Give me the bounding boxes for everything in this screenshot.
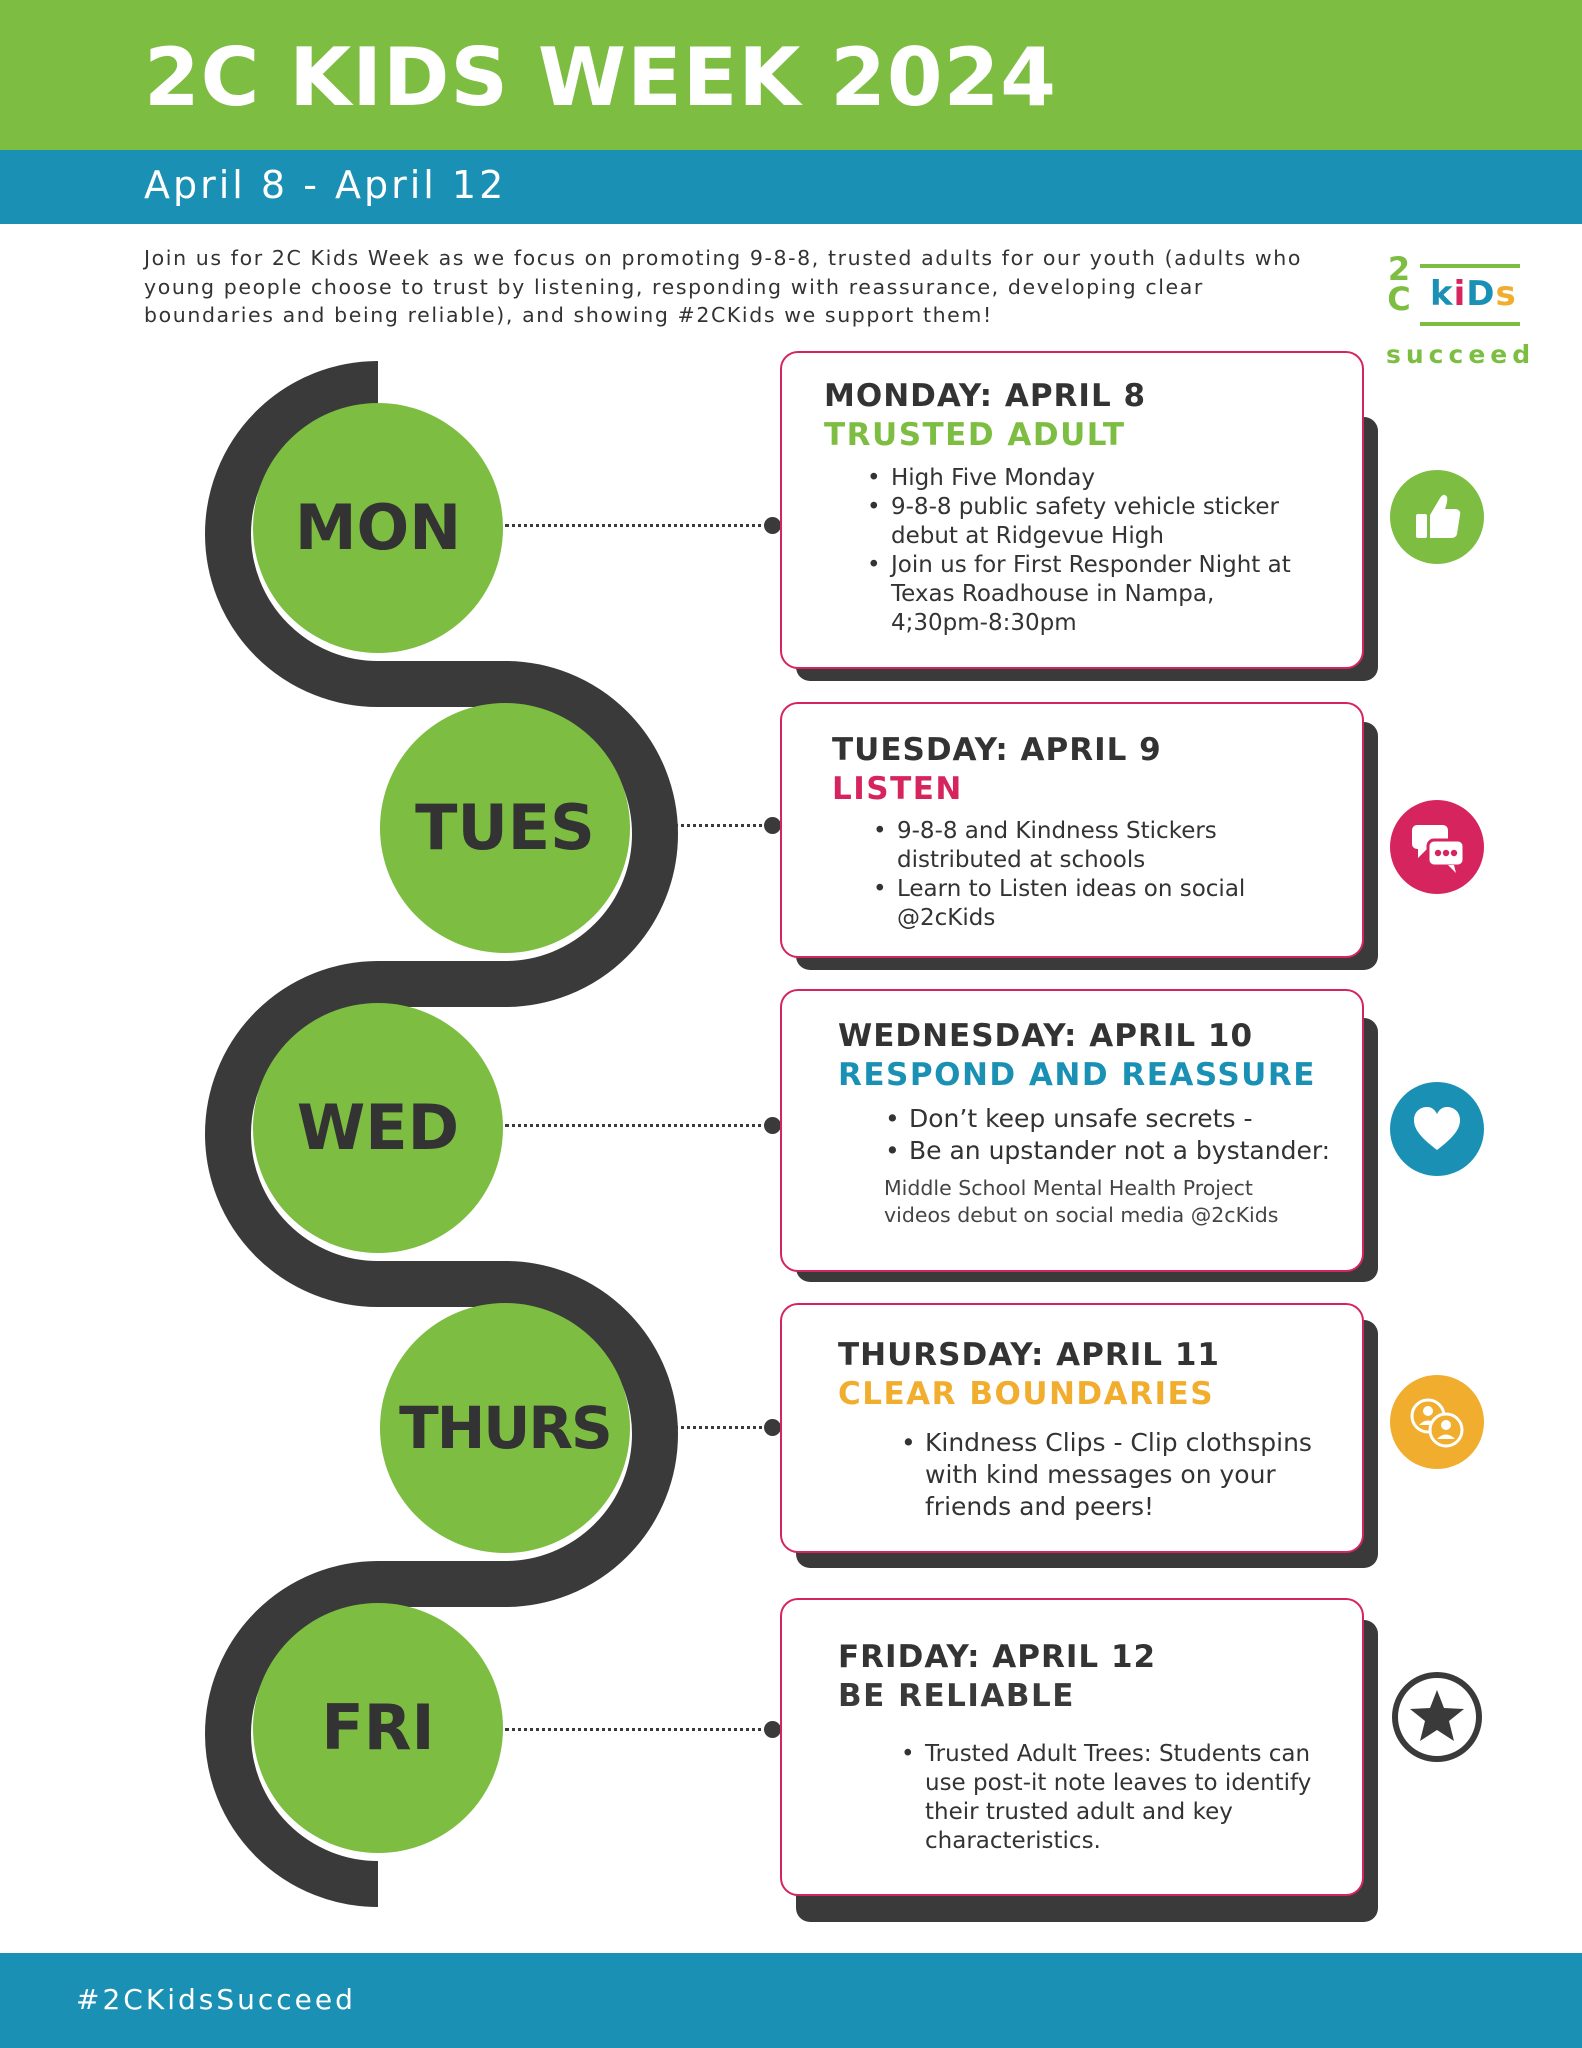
day-abbr: MON <box>294 491 462 564</box>
day-circle-tues <box>380 703 630 953</box>
card-list <box>898 1427 1355 1523</box>
list-item: • 9-8-8 and Kindness Stickers distributed at schools <box>897 817 1317 875</box>
connector-thurs <box>632 1426 769 1429</box>
connector-tues <box>632 824 769 827</box>
logo-2: 2 <box>1387 250 1411 288</box>
card-tuesday <box>780 702 1364 958</box>
connector-dot <box>764 1419 781 1436</box>
list-item: • Be an upstander not a bystander: <box>909 1135 1379 1167</box>
card-list <box>882 1103 1379 1167</box>
page-title: 2C KIDS WEEK 2024 <box>144 31 1057 124</box>
day-abbr: FRI <box>321 1691 435 1764</box>
card-list <box>870 817 1317 933</box>
day-abbr: TUES <box>415 791 595 864</box>
day-abbr: THURS <box>399 1394 611 1462</box>
card-list <box>898 1740 1335 1856</box>
logo-c: C <box>1387 280 1411 318</box>
card-date: MONDAY: APRIL 8 <box>824 378 1147 414</box>
card-wednesday <box>780 989 1364 1272</box>
logo-letter-d: D <box>1466 274 1496 314</box>
logo-letter-k: k <box>1430 274 1454 314</box>
logo-succeed: succeed <box>1386 340 1536 369</box>
list-item: • Join us for First Responder Night at Texas Roadhouse in Nampa, 4;30pm-8:30pm <box>891 551 1311 638</box>
card-theme: CLEAR BOUNDARIES <box>838 1376 1215 1412</box>
card-theme: RESPOND AND REASSURE <box>838 1057 1316 1093</box>
card-friday <box>780 1598 1364 1896</box>
day-circle-wed <box>253 1003 503 1253</box>
day-circle-thurs <box>380 1303 630 1553</box>
connector-fri <box>505 1728 769 1731</box>
card-theme: LISTEN <box>832 771 963 807</box>
card-note: Middle School Mental Health Project videos debut on social media @2cKids <box>884 1176 1279 1227</box>
heart-icon <box>1390 1082 1484 1176</box>
star-badge-icon <box>1390 1670 1484 1764</box>
card-list <box>864 464 1311 638</box>
list-item: • Trusted Adult Trees: Students can use post-it note leaves to identify their trusted adult and key characteristics. <box>925 1740 1335 1856</box>
card-date: TUESDAY: APRIL 9 <box>832 732 1162 768</box>
people-icon <box>1390 1375 1484 1469</box>
event-dates: April 8 - April 12 <box>144 163 507 207</box>
day-circle-fri <box>253 1603 503 1853</box>
day-circle-mon <box>253 403 503 653</box>
card-date: FRIDAY: APRIL 12 <box>838 1639 1157 1675</box>
connector-mon <box>505 524 769 527</box>
connector-wed <box>505 1124 769 1127</box>
footer-hashtag: #2CKidsSucceed <box>76 1983 356 2016</box>
logo-letter-s: s <box>1495 274 1517 314</box>
card-date: THURSDAY: APRIL 11 <box>838 1337 1220 1373</box>
connector-dot <box>764 1721 781 1738</box>
list-item: • Don’t keep unsafe secrets - <box>909 1103 1379 1135</box>
card-theme: BE RELIABLE <box>838 1678 1075 1714</box>
intro-text: Join us for 2C Kids Week as we focus on promoting 9-8-8, trusted adults for our youth (adults who young people choose to trust by listening, responding with reassurance, developing clear boundaries and being reliable), and showing #2CKids we support them! <box>144 246 1302 327</box>
connector-dot <box>764 1117 781 1134</box>
list-item: • Learn to Listen ideas on social @2cKids <box>897 875 1317 933</box>
thumbs-up-icon <box>1390 470 1484 564</box>
connector-dot <box>764 817 781 834</box>
card-monday <box>780 351 1364 669</box>
list-item: • 9-8-8 public safety vehicle sticker debut at Ridgevue High <box>891 493 1311 551</box>
card-theme: TRUSTED ADULT <box>824 417 1126 453</box>
day-abbr: WED <box>296 1091 460 1164</box>
connector-dot <box>764 517 781 534</box>
list-item: • High Five Monday <box>891 464 1311 493</box>
chat-bubbles-icon <box>1390 800 1484 894</box>
card-thursday <box>780 1303 1364 1553</box>
list-item: • Kindness Clips - Clip clothspins with kind messages on your friends and peers! <box>925 1427 1355 1523</box>
logo-letter-i: i <box>1453 274 1467 314</box>
card-date: WEDNESDAY: APRIL 10 <box>838 1018 1254 1054</box>
